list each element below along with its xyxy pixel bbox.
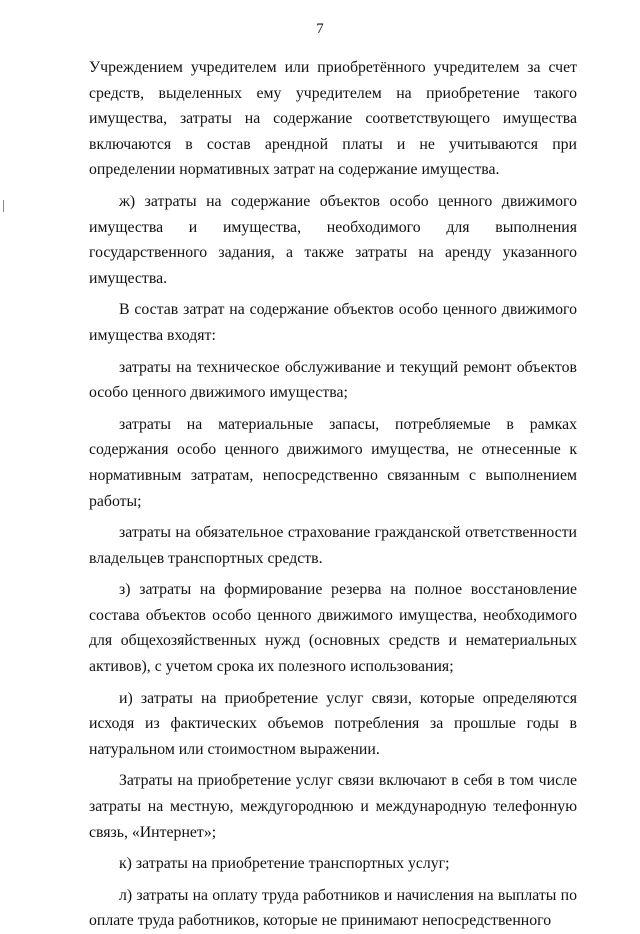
paragraph-1: Учреждением учредителем или приобретённого учредителем за счет средств, выделенных ему учредителем на приобретение такого имущества, затраты на содержание соответствующего имущества включаются в состав арендной платы и не учитываются при определении нормативных затрат на содержание имущества. [89,59,577,179]
paragraph-6: затраты на обязательное страхование гражданской ответственности владельцев транспортных средств. [89,524,577,567]
scan-edge-mark [3,200,4,212]
paragraph-4: затраты на техническое обслуживание и текущий ремонт объектов особо ценного движимого имущества; [89,358,577,402]
paragraph-9: Затраты на приобретение услуг связи включают в себя в том числе затраты на местную, междугороднюю и международную телефонную связь, «Интернет»; [89,772,577,841]
paragraph-10: к) затраты на приобретение транспортных услуг; [119,855,450,873]
page-number: 7 [316,21,324,37]
paragraph-7: з) затраты на формирование резерва на полное восстановление состава объектов особо ценного движимого имущества, необходимого для общехозяйственных нужд (основных средств и нематериальных активов), с учетом срока их полезного использования; [89,581,577,676]
document-body [89,55,577,934]
paragraph-5: затраты на материальные запасы, потребляемые в рамках содержания особо ценного движимого имущества, не отнесенные к нормативным затратам, непосредственно связанным с выполнением работы; [89,415,577,510]
paragraph-11: л) затраты на оплату труда работников и начисления на выплаты по оплате труда работников, которые не принимают непосредственного [89,886,577,930]
paragraph-8: и) затраты на приобретение услуг связи, которые определяются исходя из фактических объемов потребления за прошлые годы в натуральном или стоимостном выражении. [89,689,577,758]
paragraph-3: В состав затрат на содержание объектов особо ценного движимого имущества входят: [89,301,577,344]
paragraph-2: ж) затраты на содержание объектов особо ценного движимого имущества и имущества, необходимого для выполнения государственного задания, а также затраты на аренду указанного имущества. [89,192,577,287]
